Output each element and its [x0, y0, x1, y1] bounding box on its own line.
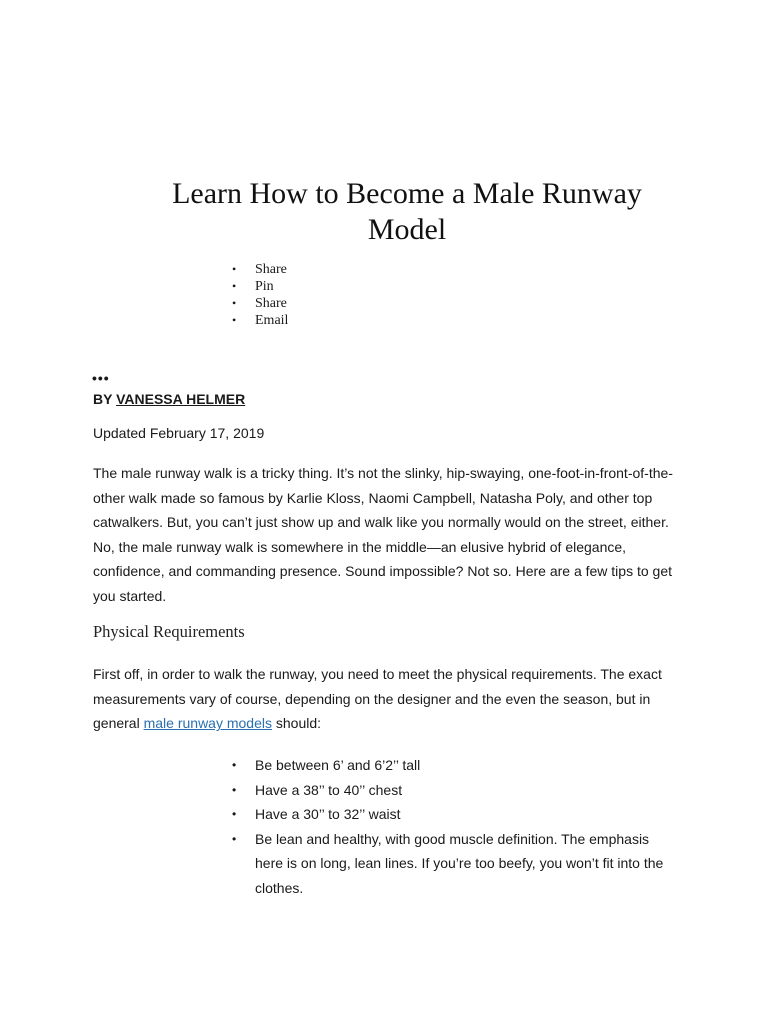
byline: [93, 390, 245, 408]
requirements-text-after: should:: [271, 715, 322, 732]
author-link[interactable]: VANESSA HELMER: [116, 391, 246, 407]
list-item: • Have a 38’’ to 40’’ chest: [232, 778, 672, 803]
share-item[interactable]: • Share: [232, 261, 288, 278]
list-item: • Have a 30’’ to 32’’ waist: [232, 802, 672, 827]
requirements-text-before: First off, in order to walk the runway, you need to meet the physical requirements. The exact measurements vary of course, depending on the designer and the even the season, but in general: [93, 666, 662, 732]
email-item[interactable]: • Email: [232, 312, 288, 329]
intro-paragraph: The male runway walk is a tricky thing. It’s not the slinky, hip-swaying, one-foot-in-front-of-the-other walk made so famous by Karlie Kloss, Naomi Campbell, Natasha Poly, and other top catwalkers. But, you can’t just show up and walk like you normally would on the street, either. No, the male runway walk is somewhere in the middle—an elusive hybrid of elegance, confidence, and commanding presence. Sound impossible? Not so. Here are a few tips to get you started.: [93, 465, 673, 604]
byline-prefix: BY: [93, 391, 117, 407]
requirements-list: [232, 753, 672, 901]
updated-date: Updated February 17, 2019: [93, 425, 265, 441]
section-heading: Physical Requirements: [93, 622, 245, 641]
more-options-icon[interactable]: •••: [92, 370, 110, 386]
pin-item[interactable]: • Pin: [232, 278, 288, 295]
list-item: • Be lean and healthy, with good muscle definition. The emphasis here is on long, lean lines. If you’re too beefy, you won’t fit into the clothes.: [232, 827, 672, 901]
list-item: • Be between 6’ and 6’2’’ tall: [232, 753, 672, 778]
share-list: [232, 261, 288, 329]
male-runway-models-link[interactable]: male runway models: [143, 715, 272, 732]
share-item[interactable]: • Share: [232, 295, 288, 312]
requirements-paragraph: [93, 662, 673, 736]
article-title: Learn How to Become a Male Runway Model: [172, 177, 642, 246]
